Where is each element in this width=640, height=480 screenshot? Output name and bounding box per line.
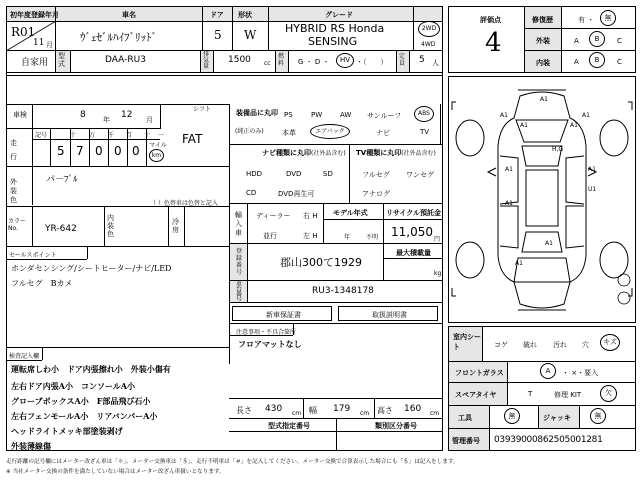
damage-mark: H,G — [552, 146, 564, 153]
jack-label: ジャッキ — [543, 414, 571, 422]
equip-navi: ナビ — [376, 129, 390, 137]
equip-sunroof: サンルーフ — [367, 112, 402, 120]
score-label: 評価点 — [480, 16, 501, 24]
notes-text: フロアマットなし — [238, 339, 302, 349]
plate-label: 登録番号 — [236, 248, 243, 276]
mile-label: マイル — [149, 142, 167, 149]
doors-value: 5 — [214, 28, 222, 42]
damage-mark: A1 — [545, 240, 553, 247]
navi-dvd: DVD — [286, 170, 302, 178]
height-unit: cm — [430, 410, 440, 417]
mileage-digit: 0 — [132, 144, 140, 158]
damage-mark: A1 — [582, 112, 590, 119]
category-label: 類別区分番号 — [375, 422, 417, 430]
seat-tear: 破れ — [523, 341, 537, 349]
width-label: 幅 — [309, 406, 317, 415]
height-value: 160 — [404, 404, 422, 414]
model-label: 型式 — [58, 52, 65, 68]
sales-point-line: ホンダセンシング/シートヒーター/ナビ/LED — [11, 264, 172, 273]
mileage-digit: 7 — [76, 144, 84, 158]
footer-note-2: ※ 当社メーター交換の条件を満たしていない場合はメーター改ざん車扱いとなります。 — [6, 469, 225, 475]
ac-label: 冷房 — [172, 218, 179, 234]
shape-value: W — [244, 28, 257, 42]
jack-none-circle: 無 — [590, 408, 606, 424]
header-row — [7, 7, 442, 21]
equip-airbag-circle: エアバック — [310, 124, 350, 139]
model-year-unknown: 不明 — [366, 234, 379, 241]
max-load-label: 最大積載量 — [396, 249, 431, 257]
chassis-label: 車台番号 — [236, 281, 243, 303]
reg-month: 11 — [33, 38, 45, 48]
equipment-subtitle: (純正のみ) — [235, 128, 264, 135]
capacity-unit: 人 — [432, 59, 439, 67]
int-grade-c: C — [617, 58, 622, 66]
capacity-label: 定員 — [399, 53, 406, 67]
inspection-month: 12 — [121, 110, 133, 120]
exterior-note: （ ）色替車は色替と記入 — [150, 200, 218, 207]
inspection-label: 車検 — [13, 111, 27, 119]
exterior-color: パ－ﾌﾟﾙ — [46, 175, 78, 185]
tv-title: TV種類に丸印(社外品含む) — [356, 149, 436, 157]
model-year-unit: 年 — [344, 234, 351, 241]
notes-label: 注意事項・不具合箇所 — [236, 329, 297, 336]
equip-tv: TV — [420, 128, 430, 136]
import-left: 左 H — [303, 232, 318, 240]
import-parallel: 並行 — [263, 232, 277, 240]
seat-stain: 汚れ — [553, 341, 567, 349]
inspection-note-line: ヘッドライトメッキ部塗装剥げ — [11, 426, 123, 436]
recycle-value: 11,050 — [391, 225, 433, 239]
warranty-button[interactable]: 新車保証書 — [232, 306, 332, 321]
damage-mark: A1 — [540, 96, 548, 103]
damage-mark: A1 — [520, 122, 528, 129]
first-reg-label: 初年度登録年月 — [10, 11, 59, 19]
damage-mark: A1 — [500, 112, 508, 119]
chassis-value: RU3-1348178 — [312, 286, 374, 296]
inspection-year-unit: 年 — [103, 116, 110, 124]
damage-mark: A1 — [570, 122, 578, 129]
drive-4wd: 4WD — [421, 41, 436, 48]
shift-label: シフト — [193, 106, 212, 113]
tv-oneseg: ワンセグ — [406, 171, 434, 179]
ext-grade-b-circle: B — [589, 31, 605, 47]
spare-repair: 修理 KIT — [554, 391, 582, 399]
type-cert-label: 型式指定番号 — [268, 422, 310, 430]
navi-title: ナビ種類に丸印(社外品含む) — [262, 149, 346, 157]
inspection-note-line: グローブボックスA小 F部品飛び石小 — [11, 396, 151, 406]
car-name: ｳﾞｪｾﾞﾙﾊｲﾌﾞﾘｯﾄﾞ — [80, 31, 157, 44]
plate-value: 郡山300て1929 — [280, 256, 362, 269]
doors-label: ドア — [210, 11, 224, 19]
fuel-label: 燃料 — [278, 53, 285, 67]
exterior-grade-label: 外装 — [536, 37, 550, 45]
spare-t: T — [528, 390, 533, 398]
spare-none-circle: 欠 — [600, 385, 617, 402]
grade-label: グレード — [325, 11, 353, 19]
inspection-year: 8 — [80, 110, 86, 120]
footer-note-1: 走行距離の記号欄にはメーター改ざん車は「＊」、メーター交換車は「＄」、走行不明車は「＃」を記入してください。メーター交換で合算表示した場合にも「＄」は記入をします。 — [6, 459, 459, 465]
import-dealer: ディーラー — [256, 212, 291, 220]
tools-label: 工具 — [458, 414, 472, 422]
spare-label: スペアタイヤ — [455, 391, 497, 399]
car-name-label: 車名 — [122, 11, 136, 19]
capacity-value: 5 — [419, 55, 425, 65]
repair-no-circle: 無 — [600, 10, 616, 26]
max-load-unit: kg — [434, 270, 442, 277]
inspection-note-line: 運転席しわ小 ドア内張擦れ小 外装小傷有 — [11, 364, 171, 374]
mileage-digit: 5 — [57, 144, 65, 158]
drive-2wd-circle: 2WD — [418, 21, 440, 37]
km-circle: km — [149, 149, 164, 162]
navi-sd: SD — [323, 170, 333, 178]
inspection-note-line: 外装薄線傷 — [11, 441, 51, 451]
inspection-note-line: 左右ドア内張A小 コンソールA小 — [11, 381, 136, 391]
recycle-yen: 円 — [434, 236, 441, 243]
fuel-options: G ・ D ・ — [298, 58, 330, 66]
glass-label: フロントガラス — [455, 369, 504, 377]
seat-scratch-circle: キズ — [600, 334, 620, 351]
grade-line2: SENSING — [308, 35, 358, 48]
fuel-hv-circle: HV — [336, 53, 354, 68]
displacement-label: 排気量 — [203, 51, 210, 70]
tv-fullseg: フルセグ — [362, 171, 390, 179]
interior-color-label: 内装色 — [107, 214, 114, 238]
mileage-digit: 0 — [95, 144, 103, 158]
equipment-title: 装備品に丸印 — [236, 109, 278, 117]
interior-grade-label: 内装 — [536, 59, 550, 67]
seat-burn: コゲ — [494, 341, 508, 349]
mileage-digit: 0 — [114, 144, 122, 158]
sales-point-line: フルセグ Bカメ — [11, 279, 73, 288]
grade-line1: HYBRID RS Honda — [285, 22, 385, 35]
damage-mark: A1 — [588, 166, 596, 173]
width-value: 179 — [333, 404, 351, 414]
exterior-label: 外装色 — [10, 178, 17, 204]
fuel-rest: ・（ ） — [356, 58, 388, 66]
import-right: 右 H — [303, 212, 318, 220]
score-value: 4 — [485, 28, 502, 58]
shape-label: 形状 — [238, 11, 252, 19]
cc-unit: cc — [264, 60, 271, 67]
recycle-label: リサイクル預託金 — [386, 209, 442, 217]
inspection-month-unit: 月 — [146, 116, 153, 124]
navi-dvd-play: DVD再生可 — [278, 190, 315, 198]
tools-none-circle: 無 — [504, 408, 520, 424]
equip-abs-circle: ABS — [414, 106, 434, 122]
length-unit: cm — [292, 410, 302, 417]
usage: 自家用 — [21, 58, 49, 68]
equip-aw: AW — [340, 111, 352, 119]
repair-label: 修復歴 — [532, 16, 553, 24]
height-label: 高さ — [377, 406, 393, 415]
interior-seat-label: 室内シート — [453, 333, 481, 351]
width-unit: cm — [360, 410, 370, 417]
damage-mark: A1 — [505, 166, 513, 173]
seat-hole: 穴 — [582, 341, 589, 349]
navi-cd: CD — [246, 189, 257, 197]
ext-grade-a: A — [574, 37, 579, 45]
color-code-value: YR-642 — [45, 224, 77, 234]
damage-mark: A1 — [515, 260, 523, 267]
color-code-label: カラー No. — [8, 218, 27, 232]
inspection-notes-label: 検査記入欄 — [9, 353, 40, 360]
mileage-label: 走行 — [10, 139, 17, 161]
glass-rest: ・ ×・要入 — [562, 369, 599, 377]
reg-month-unit: 月 — [46, 41, 53, 49]
model-year-label: モデル年式 — [333, 209, 368, 217]
equip-ps: PS — [284, 111, 293, 119]
length-label: 長さ — [236, 406, 252, 415]
import-label: 輸入車 — [235, 211, 242, 237]
management-label: 管理番号 — [452, 437, 480, 445]
equip-leather: 本革 — [282, 129, 296, 137]
equip-pw: PW — [311, 111, 323, 119]
ext-grade-c: C — [617, 37, 622, 45]
int-grade-a: A — [574, 58, 579, 66]
car-outline-svg — [448, 76, 636, 323]
glass-a-circle: A — [540, 363, 556, 379]
manual-button[interactable]: 取扱説明書 — [338, 306, 438, 321]
inspection-note-line: 左右フェンモールA小 リアバンパーA小 — [11, 411, 158, 421]
shift-value: FAT — [182, 132, 203, 146]
navi-hdd: HDD — [246, 170, 263, 178]
reg-era: R01 — [11, 25, 36, 39]
mileage-headers: 記号 十 万 千 百 十 一 — [35, 132, 165, 139]
int-grade-b-circle: B — [589, 52, 605, 68]
displacement-value: 1500 — [228, 55, 251, 65]
damage-mark: U1 — [588, 186, 597, 193]
sales-points-label: セールスポイント — [9, 252, 57, 259]
model-value: DAA-RU3 — [105, 55, 146, 65]
management-value: 0393900086250500128​1 — [494, 435, 603, 445]
tv-analog: アナログ — [362, 190, 390, 198]
length-value: 430 — [265, 404, 283, 414]
damage-mark: A1 — [505, 200, 513, 207]
repair-yes: 有 ・ — [578, 16, 595, 24]
